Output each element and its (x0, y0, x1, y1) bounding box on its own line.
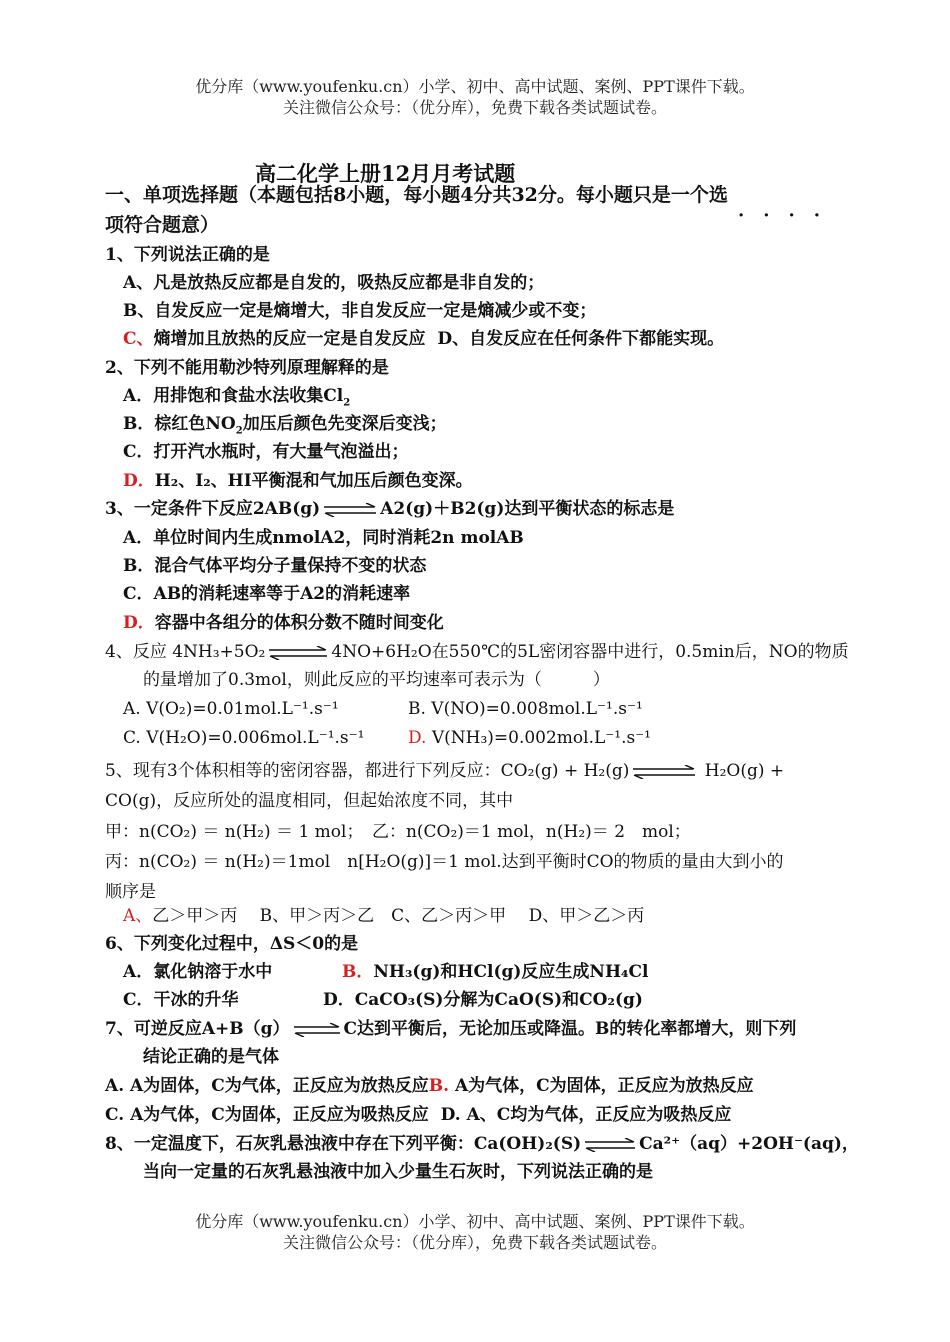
q8-stem-line-1 (105, 1132, 859, 1156)
equilibrium-arrow-icon (583, 1138, 637, 1152)
q3-option-d-text: 容器中各组分的体积分数不随时间变化 (154, 613, 444, 633)
q2-option-d (123, 469, 473, 493)
q5-answer-label: A、 (123, 906, 153, 926)
q3-stem-2: A2(g)＋B2(g)达到平衡状态的标志是 (380, 499, 675, 519)
q5-options-text: 乙＞甲＞丙 B、甲＞丙＞乙 C、乙＞丙＞甲 D、甲＞乙＞丙 (152, 906, 645, 926)
q7-options-c-d (105, 1103, 731, 1127)
q1-option-b: B、自发反应一定是熵增大，非自发反应一定是熵减少或不变； (123, 301, 597, 321)
equilibrium-arrow-icon (631, 765, 697, 779)
q3-option-b: B．混合气体平均分子量保持不变的状态 (123, 556, 427, 576)
q5-options (123, 904, 644, 928)
q2-option-b-text-2: 加压后颜色先变深后变浅； (242, 414, 447, 434)
q4-answer-label: D. (408, 728, 427, 748)
q6-option-b (342, 960, 648, 984)
q4-stem-2: 4NO+6H₂O在550℃的5L密闭容器中进行，0.5min后，NO的物质 (331, 642, 849, 662)
q4-option-d (408, 726, 651, 750)
equilibrium-arrow-icon (322, 503, 378, 517)
q8-stem-1a: 8、一定温度下，石灰乳悬浊液中存在下列平衡：Ca(OH)₂(S) (105, 1134, 582, 1154)
q4-option-c: C. V(H₂O)=0.006mol.L⁻¹.s⁻¹ (123, 728, 365, 748)
q5-stem-1b: H₂O(g) + (704, 761, 785, 781)
q8-stem-line-2: 当向一定量的石灰乳悬浊液中加入少量生石灰时，下列说法正确的是 (143, 1162, 653, 1182)
q3-stem (105, 497, 674, 521)
q3-option-c: C．AB的消耗速率等于A2的消耗速率 (123, 584, 411, 604)
equilibrium-arrow-icon (267, 646, 329, 660)
q7-option-a: A. A为固体，C为气体，正反应为放热反应 (105, 1076, 429, 1096)
q5-stem-line-2: CO(g)，反应所处的温度相同，但起始浓度不同，其中 (105, 791, 514, 811)
q2-option-b-text-1: B．棕红色NO (123, 414, 236, 434)
q2-option-c: C．打开汽水瓶时，有大量气泡溢出； (123, 442, 409, 462)
q6-option-a: A．氯化钠溶于水中 (123, 962, 273, 982)
q5-stem-1a: 5、现有3个体积相等的密闭容器，都进行下列反应：CO₂(g) + H₂(g) (105, 761, 630, 781)
header-line-1: 优分库（www.youfenku.cn）小学、初中、高中试题、案例、PPT课件下载。 (195, 77, 755, 96)
q7-options-a-b (105, 1074, 754, 1098)
q6-stem: 6、下列变化过程中，ΔS＜0的是 (105, 934, 359, 954)
q3-option-a: A．单位时间内生成nmolA2，同时消耗2n molAB (123, 528, 524, 548)
section-heading-line-2: 项符合题意） (105, 214, 220, 236)
q4-stem-3: 的量增加了0.3mol，则此反应的平均速率可表示为（ ） (143, 670, 610, 690)
footer-line-1: 优分库（www.youfenku.cn）小学、初中、高中试题、案例、PPT课件下载。 (195, 1212, 755, 1231)
q7-answer-label: B. (428, 1076, 450, 1096)
q7-option-b: A为气体，C为固体，正反应为放热反应 (449, 1076, 754, 1096)
q1-option-c: 熵增加且放热的反应一定是自发反应 (153, 329, 426, 349)
q4-option-a: A. V(O₂)=0.01mol.L⁻¹.s⁻¹ (123, 699, 339, 719)
emphasis-dots: ···· (738, 205, 840, 226)
q7-option-d: D. A、C均为气体，正反应为吸热反应 (440, 1105, 732, 1125)
q5-order: 顺序是 (105, 882, 156, 902)
q1-answer-label: C、 (123, 329, 154, 349)
q6-answer-label: B． (342, 962, 374, 982)
q5-stem-line-1 (105, 759, 784, 783)
q4-stem (105, 640, 849, 664)
q6-option-c: C．干冰的升华 (123, 990, 239, 1010)
q7-option-c: C. A为气体，C为固体，正反应为吸热反应 (105, 1105, 429, 1125)
q6-option-b-text: NH₃(g)和HCl(g)反应生成NH₄Cl (373, 962, 649, 982)
q1-option-d: D、自发反应在任何条件下都能实现。 (437, 329, 725, 349)
q2-option-a: A．用排饱和食盐水法收集$Cl_2$ (123, 386, 351, 409)
q3-option-d (123, 611, 444, 635)
q3-answer-label: D． (123, 613, 155, 633)
q7-stem-1a: 7、可逆反应A+B（g） (105, 1019, 290, 1039)
q1-option-a: A、凡是放热反应都是自发的，吸热反应都是非自发的； (123, 273, 545, 293)
q4-option-d-text: V(NH₃)=0.002mol.L⁻¹.s⁻¹ (426, 728, 651, 748)
q7-stem-line-2: 结论正确的是气体 (143, 1047, 279, 1067)
q4-option-b: B. V(NO)=0.008mol.L⁻¹.s⁻¹ (408, 699, 643, 719)
q2-answer-label: D． (123, 471, 155, 491)
q3-stem-1: 3、一定条件下反应2AB(g) (105, 499, 321, 519)
section-heading-line-1: 一、单项选择题（本题包括8小题，每小题4分共32分。每小题只是一个选 (105, 184, 728, 206)
q1-option-c-d (123, 327, 724, 351)
q4-stem-1: 4、反应 4NH₃+5O₂ (105, 642, 266, 662)
q8-stem-1b: Ca²⁺（aq）+2OH⁻(aq)， (639, 1134, 859, 1154)
q7-stem-1b: C达到平衡后，无论加压或降温。B的转化率都增大，则下列 (343, 1019, 797, 1039)
footer-line-2: 关注微信公众号：（优分库），免费下载各类试题试卷。 (282, 1233, 667, 1252)
q1-stem: 1、下列说法正确的是 (105, 245, 270, 265)
q2-option-d-text: H₂、I₂、HI平衡混和气加压后颜色变深。 (154, 471, 473, 491)
q7-stem-line-1 (105, 1017, 796, 1041)
q5-bing: 丙：n(CO₂) ＝ n(H₂)＝1mol n[H₂O(g)]＝1 mol.达到平衡时CO的物质的量由大到小的 (105, 852, 784, 872)
q2-stem: 2、下列不能用勒沙特列原理解释的是 (105, 358, 389, 378)
q5-jia: 甲：n(CO₂) ＝ n(H₂) ＝ 1 mol； 乙：n(CO₂)＝1 mol，n(H₂)＝ 2 mol； (105, 822, 691, 842)
equilibrium-arrow-icon (292, 1023, 342, 1037)
page-title: 高二化学上册12月月考试题 (255, 161, 516, 186)
header-line-2: 关注微信公众号：（优分库），免费下载各类试题试卷。 (282, 98, 667, 117)
q2-option-b: B．棕红色$NO_2$加压后颜色先变深后变浅； (123, 414, 447, 437)
q6-option-d: D．CaCO₃(S)分解为CaO(S)和CO₂(g) (323, 990, 643, 1010)
q2-option-a-text: A．用排饱和食盐水法收集Cl (123, 386, 344, 406)
